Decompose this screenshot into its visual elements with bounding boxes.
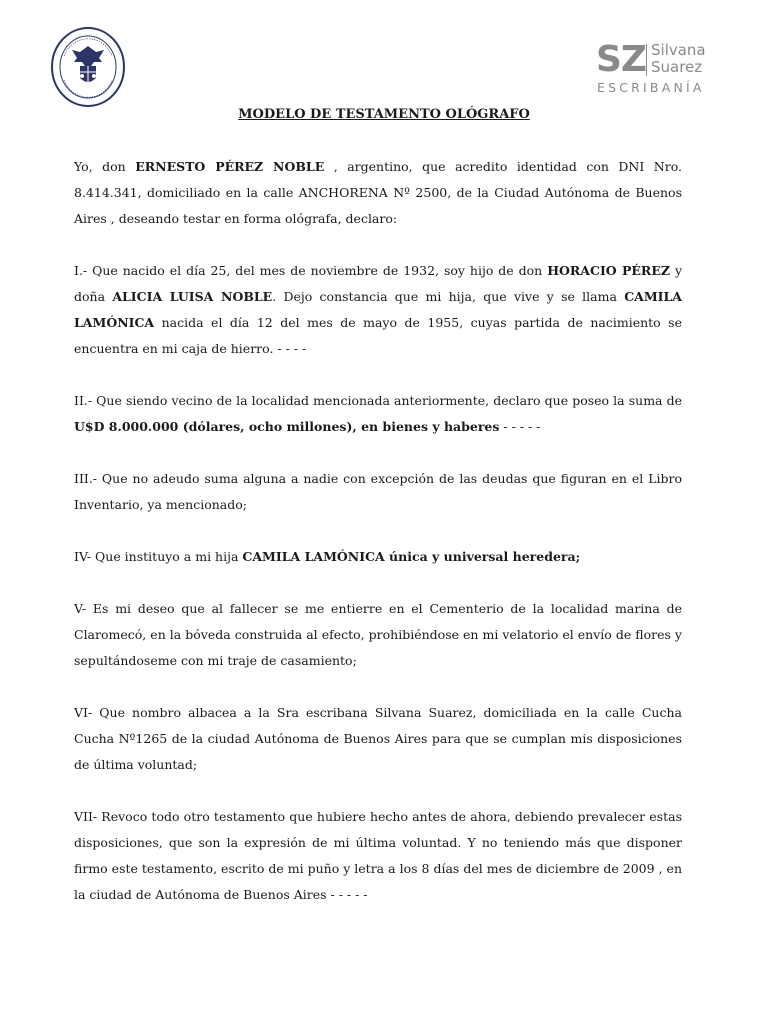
text-run: , argentino, que acredito identidad con DNI Nro. 8.414.341, domiciliado en la calle ANCHORENA Nº 2500, de la Ciudad Autónoma de Buenos Aires , deseando testar en forma ológrafa, declaro: (74, 159, 682, 226)
text-run: VII- Revoco todo otro testamento que hubiere hecho antes de ahora, debiendo prevalecer estas disposiciones, que son la expresión de mi última voluntad. Y no teniendo más que disponer firmo este testamento, escrito de mi puño y letra a los 8 días del mes de diciembre de 2009 , en la ciudad de Autónoma de Buenos Aires - - - - - (74, 809, 682, 902)
text-run: Yo, don (74, 159, 136, 174)
clause-7 (74, 804, 682, 908)
bold-text-run: HORACIO PÉREZ (547, 263, 670, 278)
brand-monogram: SZ (596, 39, 647, 80)
text-run: III.- Que no adeudo suma alguna a nadie con excepción de las deudas que figuran en el Libro Inventario, ya mencionado; (74, 471, 682, 512)
clause-1 (74, 258, 682, 362)
text-run: nacida el día 12 del mes de mayo de 1955, cuyas partida de nacimiento se encuentra en mi caja de hierro. - - - - (74, 315, 682, 356)
document-body (74, 154, 682, 934)
document-title: MODELO DE TESTAMENTO OLÓGRAFO (238, 107, 530, 122)
text-run: V- Es mi deseo que al fallecer se me entierre en el Cementerio de la localidad marina de Claromecó, en la bóveda construida al efecto, prohibiéndose en mi velatorio el envío de flores y sepultándoseme con mi traje de casamiento; (74, 601, 682, 668)
clause-4 (74, 544, 682, 570)
bold-text-run: CAMILA LAMÓNICA (74, 289, 683, 330)
bold-text-run: CAMILA LAMÓNICA única y universal heredera; (242, 549, 581, 564)
text-run: II.- Que siendo vecino de la localidad mencionada anteriormente, declaro que poseo la suma de (74, 393, 682, 408)
bold-text-run: U$D 8.000.000 (dólares, ocho millones), en bienes y haberes (74, 419, 500, 434)
clause-6 (74, 700, 682, 778)
text-run: VI- Que nombro albacea a la Sra escribana Silvana Suarez, domiciliada en la calle Cucha Cucha Nº1265 de la ciudad Autónoma de Buenos Aires para que se cumplan mis disposiciones de última voluntad; (74, 705, 682, 772)
brand-name-last: Suarez (651, 58, 703, 76)
brand-divider (646, 44, 647, 76)
intro-paragraph (74, 154, 682, 232)
text-run: . Dejo constancia que mi hija, que vive y se llama (272, 289, 625, 304)
text-run: I.- Que nacido el día 25, del mes de noviembre de 1932, soy hijo de don (74, 263, 548, 278)
text-run: y doña (74, 263, 683, 304)
clause-5 (74, 596, 682, 674)
brand-logo (596, 40, 716, 96)
clause-3 (74, 466, 682, 518)
bold-text-run: ERNESTO PÉREZ NOBLE (135, 159, 325, 174)
bold-text-run: ALICIA LUISA NOBLE (112, 289, 273, 304)
brand-name-first: Silvana (651, 41, 706, 59)
brand-tagline: ESCRIBANÍA (597, 80, 705, 95)
clause-2 (74, 388, 682, 440)
text-run: IV- Que instituyo a mi hija (74, 549, 243, 564)
notary-seal-logo (50, 26, 126, 108)
text-run: - - - - - (499, 419, 541, 434)
